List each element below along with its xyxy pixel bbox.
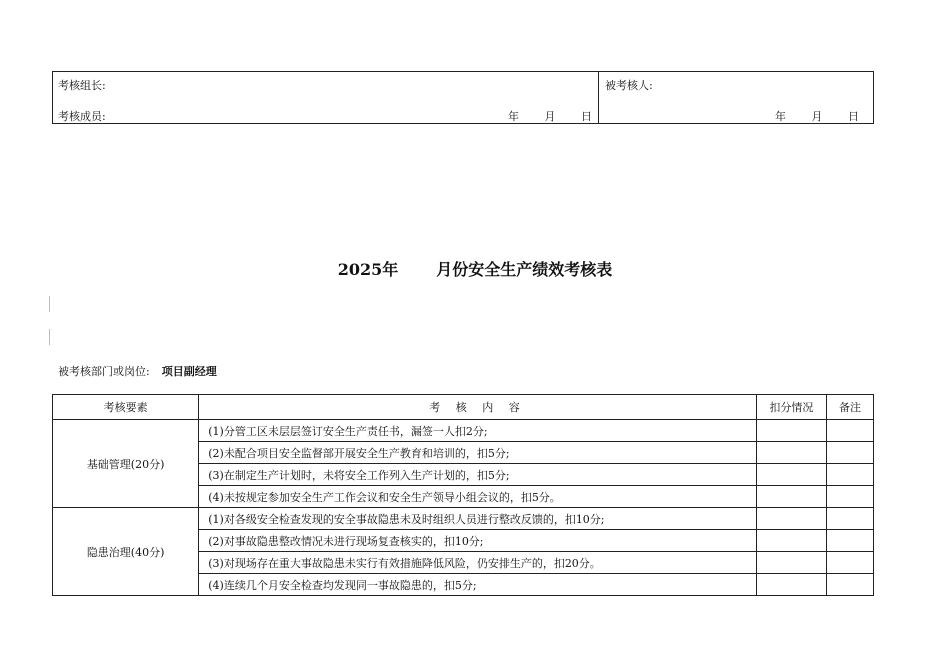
members-label: 考核成员: <box>58 110 106 123</box>
date-day: 日 <box>581 110 592 123</box>
deduction-cell[interactable] <box>756 574 826 596</box>
section-name: 基础管理(20分) <box>53 420 199 508</box>
header-element: 考核要素 <box>53 395 199 420</box>
signature-table <box>52 71 874 124</box>
deduction-cell[interactable] <box>756 486 826 508</box>
signature-right-cell <box>599 72 874 124</box>
deduction-cell[interactable] <box>756 508 826 530</box>
margin-marker <box>49 329 50 345</box>
section-name: 隐患治理(40分) <box>53 508 199 596</box>
table-header-row <box>53 395 874 420</box>
title-main: 月份安全生产绩效考核表 <box>436 260 613 279</box>
deduction-cell[interactable] <box>756 442 826 464</box>
remark-cell[interactable] <box>827 442 874 464</box>
table-row <box>53 508 874 530</box>
page-title <box>0 257 950 280</box>
assessee-label: 被考核人: <box>605 79 653 92</box>
remark-cell[interactable] <box>827 552 874 574</box>
header-content: 考 核 内 容 <box>199 395 757 420</box>
leader-label: 考核组长: <box>58 79 106 92</box>
remark-cell[interactable] <box>827 508 874 530</box>
title-year: 2025年 <box>337 260 399 279</box>
remark-cell[interactable] <box>827 464 874 486</box>
deduction-cell[interactable] <box>756 420 826 442</box>
deduction-cell[interactable] <box>756 530 826 552</box>
date-day: 日 <box>848 110 859 123</box>
assessment-table <box>52 394 874 596</box>
remark-cell[interactable] <box>827 530 874 552</box>
item-content: (4)未按规定参加安全生产工作会议和安全生产领导小组会议的，扣5分。 <box>199 486 757 508</box>
item-content: (2)对事故隐患整改情况未进行现场复查核实的，扣10分; <box>199 530 757 552</box>
date-month: 月 <box>811 110 823 123</box>
item-content: (3)在制定生产计划时，未将安全工作列入生产计划的，扣5分; <box>199 464 757 486</box>
remark-cell[interactable] <box>827 574 874 596</box>
item-content: (1)对各级安全检查发现的安全事故隐患未及时组织人员进行整改反馈的，扣10分; <box>199 508 757 530</box>
item-content: (3)对现场存在重大事故隐患未实行有效措施降低风险，仍安排生产的，扣20分。 <box>199 552 757 574</box>
date-year: 年 <box>508 110 519 123</box>
date-year: 年 <box>775 110 786 123</box>
date-right <box>775 108 859 124</box>
signature-left-cell <box>53 72 599 124</box>
dept-value: 项目副经理 <box>161 365 217 378</box>
header-remark: 备注 <box>827 395 874 420</box>
header-deduction: 扣分情况 <box>756 395 826 420</box>
item-content: (4)连续几个月安全检查均发现同一事故隐患的，扣5分; <box>199 574 757 596</box>
dept-label: 被考核部门或岗位: <box>58 365 150 378</box>
remark-cell[interactable] <box>827 486 874 508</box>
item-content: (1)分管工区未层层签订安全生产责任书，漏签一人扣2分; <box>199 420 757 442</box>
margin-marker <box>49 296 50 312</box>
remark-cell[interactable] <box>827 420 874 442</box>
dept-line <box>58 363 217 379</box>
item-content: (2)未配合项目安全监督部开展安全生产教育和培训的，扣5分; <box>199 442 757 464</box>
table-row <box>53 420 874 442</box>
deduction-cell[interactable] <box>756 464 826 486</box>
date-month: 月 <box>544 110 556 123</box>
date-left <box>508 108 592 124</box>
deduction-cell[interactable] <box>756 552 826 574</box>
